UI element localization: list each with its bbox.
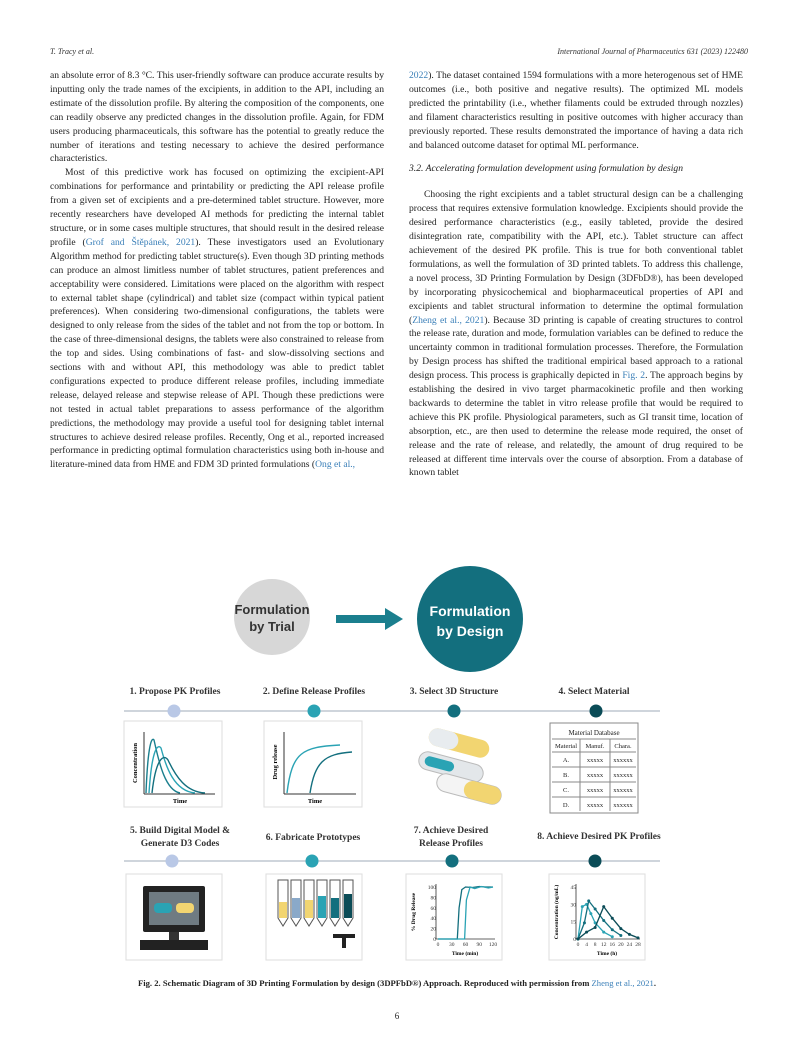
prototype-tubes-icon [266,874,362,960]
y-tick-label: 45 [570,885,576,891]
x-tick-label: 24 [626,942,633,948]
figure-caption: Fig. 2. Schematic Diagram of 3D Printing Formulation by design (3DPFbD®) Approach. Reproduced with permission from Zheng et al., 2021. [138,978,656,988]
data-point [602,931,605,934]
y-tick-label: 15 [570,919,576,926]
step-7-label: Release Profiles [419,839,483,849]
y-tick-label: 30 [570,902,576,909]
step-6-label: 6. Fabricate Prototypes [265,833,361,843]
db-cell: B. [563,772,569,779]
db-cell: C. [563,787,569,794]
data-point [611,935,614,938]
section-heading: 3.2. Accelerating formulation development using formulation by design [409,163,684,175]
material-database-table [550,723,638,813]
step-8-label: 8. Achieve Desired PK Profiles [537,832,661,842]
data-point [581,905,584,908]
computer-monitor-icon [126,874,222,960]
data-point [637,936,640,939]
pk-x-label: Time [172,798,188,805]
figure-link[interactable]: Fig. 2 [622,370,646,382]
data-point [585,931,588,934]
y-tick-label: 100 [427,885,436,891]
data-point [619,927,622,930]
step-5-label: Generate D3 Codes [140,839,220,849]
data-point [611,928,614,931]
trial-circle [234,579,310,655]
pk-profile-panel [124,721,222,807]
db-cell: xxxxxx [613,787,633,794]
paragraph: 2022). The dataset contained 1594 formulations with a more heterogenous set of HME outcomes (i.e., both positive and negative results). The optimized ML models predicted the printability (i.e., whether filaments could be extruded through nozzles) and filament characteristics resulting in positive outcomes with higher accuracy than previously reported. These results demonstrated the importance of having a data rich and balanced outcome dataset for optimal ML performance. [409,70,743,151]
citation-link[interactable]: Zheng et al., 2021 [591,978,654,988]
step-dot [589,855,602,868]
db-cell: D. [562,802,570,809]
y-tick-label: 60 [430,905,436,912]
data-point [594,926,597,929]
release-y-label: Drug release [272,744,279,780]
release-profile-panel [264,721,362,807]
pk-chart-ylabel: Concentration (ng/mL) [554,884,560,940]
step-dot [308,705,321,718]
citation-link[interactable]: Grof and Štěpánek, 2021 [85,236,196,248]
db-cell: xxxxx [586,772,604,779]
step-dot [590,705,603,718]
x-tick-label: 8 [593,942,597,948]
figure-2 [40,562,754,972]
db-cell: xxxxxx [613,802,633,809]
design-label-1: Formulation [429,603,511,619]
running-head-authors: T. Tracy et al. [50,47,95,56]
x-tick-label: 20 [618,942,624,948]
step-dot [448,705,461,718]
data-point [594,907,597,910]
x-tick-label: 0 [576,942,580,948]
data-point [587,899,590,902]
data-point [602,905,605,908]
db-title: Material Database [568,729,620,737]
x-tick-label: 12 [600,942,607,948]
db-cell: xxxxx [586,802,604,809]
db-cell: xxxxxx [613,757,633,764]
trial-label-1: Formulation [234,602,310,617]
paragraph: Choosing the right excipients and a tablet structural design can be a challenging process that requires extensive formulation knowledge. Excipients should provide the desired performance characteristics (e.g., easily tableted, provide the desired disintegration rate, compatibility with the API, etc.). Tablet structure can affect achievement of the desired PK profile. This is true for both conventional tablet formulations, as well the formulation of 3D printed tablets. To address this challenge, a novel process, 3D Printing Formulation by Design (3DFbD®), has been developed by incorporating physicochemical and biopharmaceutical properties of API and excipients and tablet structural information to determine the optimal formulation (Zheng et al., 2021). Because 3D printing is capable of creating structures to control the release rate, duration and mode, formulation variables can be defined to reduce the uncertainty common in traditional formulation processes. Therefore, the Formulation by Design process has shifted the traditional empirical based approach to a rational design process. This process is graphically depicted in Fig. 2. The approach begins by establishing the desired in vivo target pharmacokinetic profile and then working backwards to determine the tablet in vitro release profile that would be required to achieve this PK profile. Physiological parameters, such as GI transit time, location of absorption, etc., are then used to determine the release mode required, the onset of release and the rate of release, and relatedly, the amount of drug required to be released at different time intervals over the course of absorption. From a database of known tablet [409,189,744,479]
db-cell: A. [562,757,570,764]
step-5-label: 5. Build Digital Model & [129,826,231,836]
x-tick-label: 0 [436,942,440,948]
x-tick-label: 16 [609,942,616,948]
right-column [409,69,743,480]
db-header: Chara. [614,743,632,750]
citation-link[interactable]: 2022 [409,70,429,81]
paragraph: an absolute error of 8.3 °C. This user-friendly software can produce accurate results by inputting only the trade names of the excipients, in addition to the API, including an estimate of the dissolution profile. By altering the composition of the components, one can readily observe any predicted changes in the dissolution profile. Again, for FDM users producing pharmaceuticals, this software has the potential to greatly reduce the number of iterations and testing necessary to achieve the desired performance characteristics. [50,70,384,165]
pk-chart [549,874,645,960]
citation-link[interactable]: Ong et al., [315,459,356,471]
running-head-journal: International Journal of Pharmaceutics 631 (2023) 122480 [557,47,748,56]
data-point [589,912,592,915]
step-dot [446,855,459,868]
y-tick-label: 0 [573,937,576,943]
y-tick-label: 80 [430,895,436,902]
db-cell: xxxxxx [613,772,633,779]
db-header: Manuf. [585,743,605,750]
step-7-label: 7. Achieve Desired [413,826,489,836]
paragraph: Most of this predictive work has focused on optimizing the excipient-API combinations for performance and printability or predicting the API release profile from a given set of excipients and a pre-determined tablet structure. However, more recently researchers have developed AI methods for predicting the internal tablet structure, or in some cases multiple structures, that should result in the desired release profile (Grof and Štěpánek, 2021). These investigators used an Evolutionary Algorithm method for predicting tablet structure(s). Even though 3D printing methods can produce an almost limitless number of tablet structures, patient preferences and acceptability were considered. Limitations were placed on the algorithm with respect to external tablet shape (cylindrical) and tablet size (compact within typical patient preferences). When considering two-dimensional configurations, the tablets were designed to only release from the sides of the tablet and not from the top or bottom. In the case of three-dimensional designs, the tablets were also constrained to release from the top and sides. Using combinations of fast- and slow-dissolving sections and sections with and without API, this methodology was able to predict tablet configurations expected to produce different release profiles, including immediate release, delayed release and stepwise release of API. Though these predictions were not tested in actual tablet preparations to assess performance of the algorithm predictions, the methodology may provide a useful tool for designing tablet internal structures to achieve desired release profiles. Recently, Ong et al., reported increased performance in predicting optimal formulation characteristics using both in-house and literature-mined data from HME and FDM 3D printed formulations (Ong et al., [50,167,384,471]
x-tick-label: 60 [462,942,469,948]
data-point [611,917,614,920]
x-tick-label: 120 [488,942,498,948]
citation-link[interactable]: Zheng et al., 2021 [412,314,485,326]
arrow-icon [336,608,403,630]
design-circle [417,566,523,672]
step-dot [166,855,179,868]
y-tick-label: 0 [433,937,436,943]
step-4-label: 4. Select Material [558,687,630,697]
db-cell: xxxxx [586,787,604,794]
step-3-label: 3. Select 3D Structure [409,687,499,697]
x-tick-label: 4 [585,942,588,948]
release-chart-xlabel: Time (min) [451,951,479,957]
capsule-structure-panel [417,726,503,806]
y-tick-label: 40 [430,916,436,923]
db-cell: xxxxx [586,757,604,764]
x-tick-label: 90 [476,942,482,948]
trial-label-2: by Trial [249,619,295,634]
step-2-label: 2. Define Release Profiles [262,687,366,697]
release-x-label: Time [307,798,323,805]
x-tick-label: 30 [449,942,455,948]
release-chart-ylabel: % Drug Release [411,892,417,932]
data-point [577,938,580,941]
step-dot [168,705,181,718]
step-dot [306,855,319,868]
data-point [619,934,622,937]
db-header: Material [554,743,578,750]
x-tick-label: 28 [635,942,641,948]
left-column [50,69,384,472]
y-tick-label: 20 [430,926,436,933]
release-chart [406,874,502,960]
page-number: 6 [394,1011,400,1021]
pk-chart-xlabel: Time (h) [596,951,618,957]
pk-y-label: Concentration [132,742,139,784]
data-point [628,933,631,936]
data-point [583,921,586,924]
data-point [602,919,605,922]
step-1-label: 1. Propose PK Profiles [129,687,221,697]
design-label-2: by Design [436,623,504,639]
